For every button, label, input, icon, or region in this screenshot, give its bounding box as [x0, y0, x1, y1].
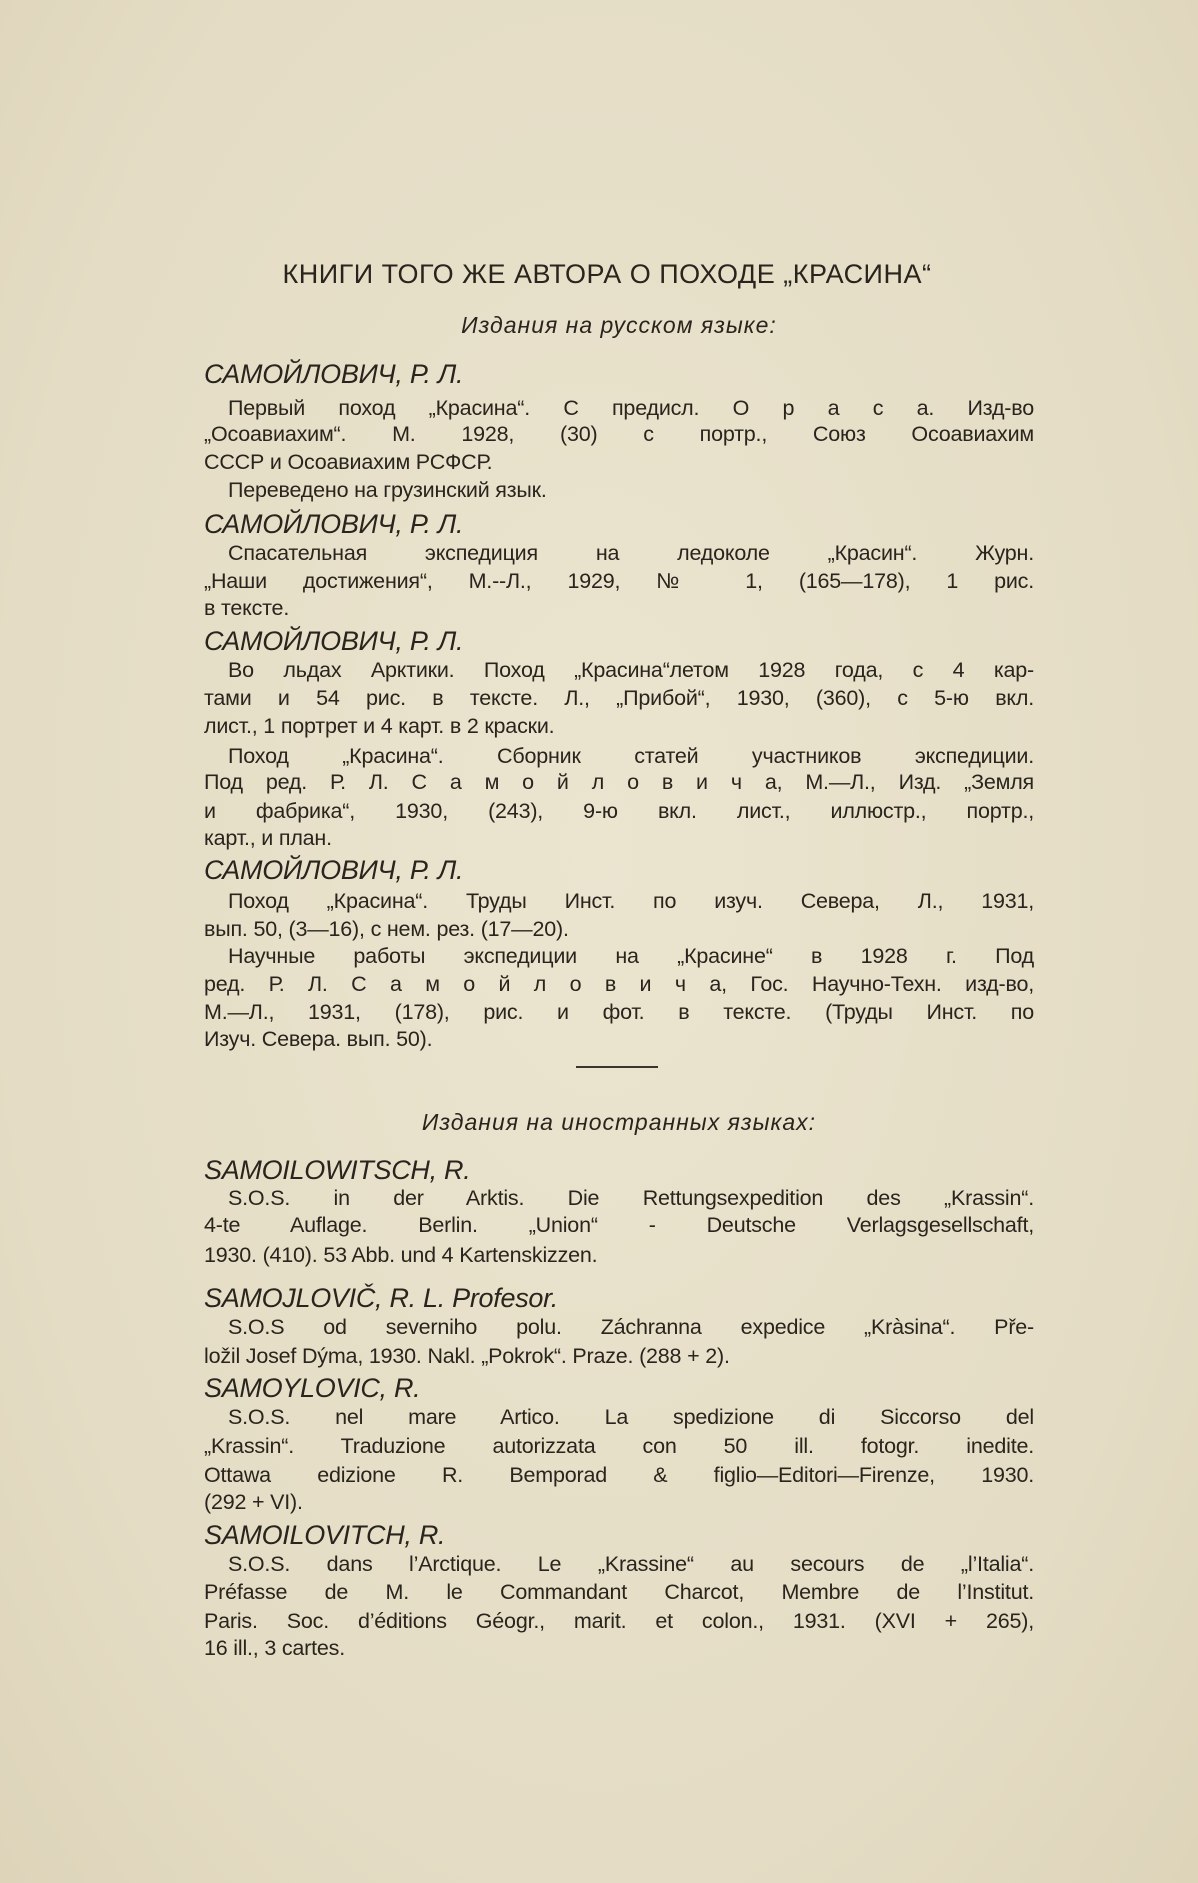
entry-line: 16 ill., 3 cartes. — [204, 1636, 345, 1660]
section-subtitle-russian: Издания на русском языке: — [461, 312, 777, 338]
entry-heading: САМОЙЛОВИЧ, Р. Л. — [204, 359, 464, 389]
entry-line: Paris. Soc. d’éditions Géogr., marit. et colon., 1931. (XVI + 265), — [204, 1609, 1034, 1633]
entry-line: S.O.S. nel mare Artico. La spedizione di Siccorso del — [228, 1405, 1034, 1429]
entry-line: Переведено на грузинский язык. — [228, 478, 547, 502]
entry-heading: САМОЙЛОВИЧ, Р. Л. — [204, 509, 464, 539]
entry-line: и фабрика“, 1930, (243), 9-ю вкл. лист., иллюстр., портр., — [204, 799, 1034, 823]
entry-heading: САМОЙЛОВИЧ, Р. Л. — [204, 626, 464, 656]
entry-heading: SAMOYLOVIC, R. — [204, 1373, 421, 1403]
entry-line: в тексте. — [204, 596, 290, 620]
entry-line: Ottawa edizione R. Bemporad & figlio—Editori—Firenze, 1930. — [204, 1463, 1034, 1487]
entry-line: карт., и план. — [204, 826, 332, 850]
entry-line: Спасательная экспедиция на ледоколе „Красин“. Журн. — [228, 541, 1034, 565]
entry-line: Первый поход „Красина“. С предисл. О р а с а. Изд-во — [228, 396, 1034, 420]
entry-line: СССР и Осоавиахим РСФСР. — [204, 450, 493, 474]
entry-line: (292 + VI). — [204, 1490, 303, 1514]
entry-line: Под ред. Р. Л. С а м о й л о в и ч а, М.—Л., Изд. „Земля — [204, 770, 1034, 794]
entry-line: вып. 50, (3—16), с нем. рез. (17—20). — [204, 917, 569, 941]
entry-line: лист., 1 портрет и 4 карт. в 2 краски. — [204, 714, 555, 738]
entry-heading: SAMOILOVITCH, R. — [204, 1520, 446, 1550]
entry-line: Поход „Красина“. Труды Инст. по изуч. Севера, Л., 1931, — [228, 889, 1034, 913]
entry-line: Поход „Красина“. Сборник статей участников экспедиции. — [228, 744, 1034, 768]
entry-line: ред. Р. Л. С а м о й л о в и ч а, Гос. Научно-Техн. изд-во, — [204, 972, 1034, 996]
entry-heading: SAMOILOWITSCH, R. — [204, 1155, 471, 1185]
entry-line: ložil Josef Dýma, 1930. Nakl. „Pokrok“. Praze. (288 + 2). — [204, 1344, 730, 1368]
section-subtitle-foreign: Издания на иностранных языках: — [421, 1109, 817, 1135]
entry-line: Изуч. Севера. вып. 50). — [204, 1027, 433, 1051]
entry-heading: SAMOJLOVIČ, R. L. Profesor. — [204, 1283, 559, 1313]
entry-line: „Осоавиахим“. М. 1928, (30) с портр., Союз Осоавиахим — [204, 422, 1034, 446]
entry-line: S.O.S. dans l’Arctique. Le „Krassine“ au secours de „l’Italia“. — [228, 1552, 1034, 1576]
entry-line: S.O.S. in der Arktis. Die Rettungsexpedition des „Krassin“. — [228, 1186, 1034, 1210]
entry-line: тами и 54 рис. в тексте. Л., „Прибой“, 1930, (360), с 5-ю вкл. — [204, 686, 1034, 710]
entry-line: Préfasse de M. le Commandant Charcot, Membre de l’Institut. — [204, 1580, 1034, 1604]
entry-line: „Krassin“. Traduzione autorizzata con 50 ill. fotogr. inedite. — [204, 1434, 1034, 1458]
entry-line: Научные работы экспедиции на „Красине“ в 1928 г. Под — [228, 944, 1034, 968]
entry-line: 4-te Auflage. Berlin. „Union“ - Deutsche Verlagsgesellschaft, — [204, 1213, 1034, 1237]
section-divider — [576, 1066, 658, 1068]
entry-heading: САМОЙЛОВИЧ, Р. Л. — [204, 855, 464, 885]
page-title: КНИГИ ТОГО ЖЕ АВТОРА О ПОХОДЕ „КРАСИНА“ — [282, 259, 932, 289]
entry-line: Во льдах Арктики. Поход „Красина“летом 1928 года, с 4 кар- — [228, 658, 1034, 682]
entry-line: „Наши достижения“, М.--Л., 1929, № 1, (165—178), 1 рис. — [204, 569, 1034, 593]
entry-line: М.—Л., 1931, (178), рис. и фот. в тексте. (Труды Инст. по — [204, 1000, 1034, 1024]
entry-line: 1930. (410). 53 Abb. und 4 Kartenskizzen. — [204, 1243, 598, 1267]
entry-line: S.O.S od severniho polu. Záchranna expedice „Kràsina“. Pře- — [228, 1315, 1034, 1339]
